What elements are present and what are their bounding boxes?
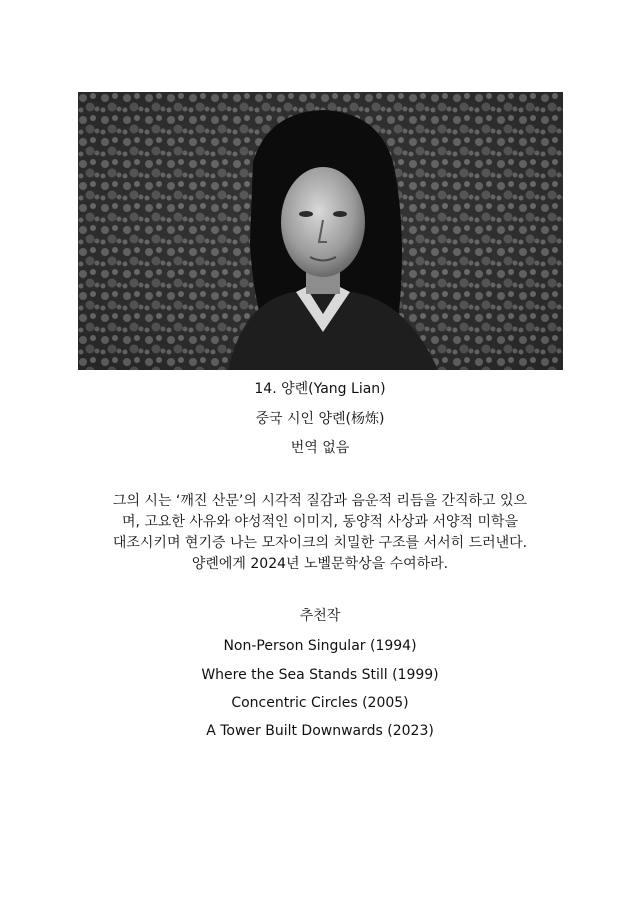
description-line: 대조시키며 현기증 나는 모자이크의 치밀한 구조를 서서히 드러낸다. bbox=[112, 535, 528, 551]
translation-status: 번역 없음 bbox=[290, 440, 350, 456]
recommended-work: Non-Person Singular (1994) bbox=[223, 638, 417, 654]
recommended-work: A Tower Built Downwards (2023) bbox=[206, 723, 434, 739]
description-line: 며, 고요한 사유와 야성적인 이미지, 동양적 사상과 서양적 미학을 bbox=[121, 514, 519, 530]
author-photo bbox=[78, 92, 563, 370]
entry-title: 14. 양롄(Yang Lian) bbox=[254, 381, 386, 397]
recommended-heading: 추천작 bbox=[299, 608, 341, 624]
description-line: 양롄에게 2024년 노벨문학상을 수여하라. bbox=[191, 556, 449, 572]
description-line: 그의 시는 ‘깨진 산문’의 시각적 질감과 음운적 리듬을 간직하고 있으 bbox=[112, 493, 528, 509]
entry-subtitle: 중국 시인 양롄(杨炼) bbox=[255, 411, 385, 427]
recommended-work: Concentric Circles (2005) bbox=[231, 695, 409, 711]
recommended-work: Where the Sea Stands Still (1999) bbox=[201, 667, 439, 683]
description-paragraph bbox=[70, 491, 570, 575]
portrait-photo-icon bbox=[78, 92, 563, 370]
